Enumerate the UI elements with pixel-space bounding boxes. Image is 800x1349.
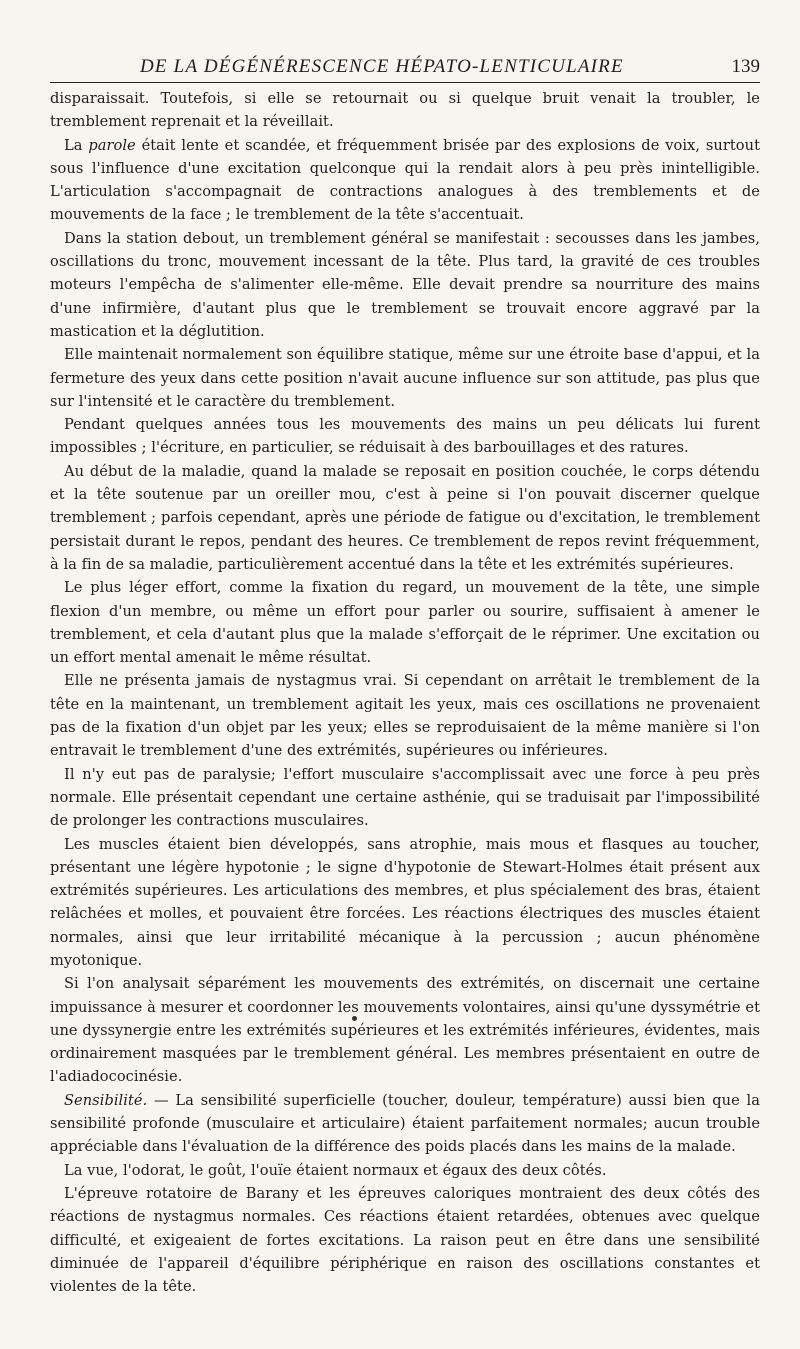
section-label-sensibilite: Sensibilité.	[64, 1091, 148, 1109]
paragraph: Si l'on analysait séparément les mouvements des extrémités, on discernait une certaine impuissance à mesurer et coordonner les mouvements volontaires, ainsi qu'une dyssymétrie et une dyssynergie entre les extrémités supérieures et les extrémités inférieures, évidentes, mais ordinairement masquées par le tremblement général. Les membres présentaient en outre de l'adiadococinésie.	[50, 975, 760, 1086]
paragraph: Au début de la maladie, quand la malade se reposait en position couchée, le corps détendu et la tête soutenue par un oreiller mou, c'est à peine si l'on pouvait discerner quelque tremblement ; parfois cependant, après une période de fatigue ou d'excitation, le tremblement persistait durant le repos, pendant des heures. Ce tremblement de repos revint fréquemment, à la fin de sa maladie, particulièrement accentué dans la tête et les extrémités supérieures.	[50, 462, 760, 573]
paragraph: Dans la station debout, un tremblement général se manifestait : secousses dans les jambes, oscillations du tronc, mouvement incessant de la tête. Plus tard, la gravité de ces troubles moteurs l'empêcha de s'alimenter elle-même. Elle devait prendre sa nourriture des mains d'une infirmière, d'autant plus que le tremblement se trouvait encore aggravé par la mastication et la déglutition.	[50, 229, 760, 340]
running-title: DE LA DÉGÉNÉRESCENCE HÉPATO-LENTICULAIRE	[140, 56, 624, 77]
paragraph: L'épreuve rotatoire de Barany et les épreuves caloriques montraient des deux côtés des réactions de nystagmus normales. Ces réactions étaient retardées, obtenues avec quelque difficulté, et exigeaient de fortes excitations. La raison peut en être dans une sensibilité diminuée de l'appareil d'équilibre périphérique en raison des oscillations constantes et violentes de la tête.	[50, 1184, 760, 1296]
paragraph: Pendant quelques années tous les mouvements des mains un peu délicats lui furent impossibles ; l'écriture, en particulier, se réduisait à des barbouillages et des ratures.	[50, 416, 760, 457]
paragraph: Il n'y eut pas de paralysie; l'effort musculaire s'accomplissait avec une force à peu près normale. Elle présentait cependant une certaine asthénie, qui se traduisait par l'impossibilité de prolonger les contractions musculaires.	[50, 765, 760, 830]
paragraph: Les muscles étaient bien développés, sans atrophie, mais mous et flasques au toucher, présentant une légère hypotonie ; le signe d'hypotonie de Stewart-Holmes était présent aux extrémités supérieures. Les articulations des membres, et plus spécialement des bras, étaient relâchées et molles, et pouvaient être forcées. Les réactions électriques des muscles étaient normales, ainsi que leur irritabilité mécanique à la percussion ; aucun phénomène myotonique.	[50, 835, 760, 969]
paragraph-sensibilite: Sensibilité. — La sensibilité superficielle (toucher, douleur, température) aussi bien que la sensibilité profonde (musculaire et articulaire) étaient parfaitement normales; aucun trouble appréciable dans l'évaluation de la différence des poids placés dans les mains de la malade.	[50, 1091, 760, 1156]
running-head	[50, 52, 760, 83]
paragraph-parole: La parole était lente et scandée, et fréquemment brisée par des explosions de voix, surtout sous l'influence d'une excitation quelconque qui la rendait alors à peu près inintelligible. L'articulation s'accompagnait de contractions analogues à des tremblements et de mouvements de la face ; le tremblement de la tête s'accentuait.	[50, 136, 760, 224]
term-parole: parole	[88, 136, 136, 154]
paragraph: La vue, l'odorat, le goût, l'ouïe étaient normaux et égaux des deux côtés.	[64, 1161, 607, 1179]
paragraph: disparaissait. Toutefois, si elle se retournait ou si quelque bruit venait la troubler, le tremblement reprenait et la réveillait.	[50, 90, 760, 131]
paragraph: Elle ne présenta jamais de nystagmus vrai. Si cependant on arrêtait le tremblement de la tête en la maintenant, un tremblement agitait les yeux, mais ces oscillations ne provenaient pas de la fixation d'un objet par les yeux; elles se reproduisaient de la même manière si l'on entravait le tremblement d'une des extrémités, supérieures ou inférieures.	[50, 672, 760, 760]
body-text	[50, 87, 760, 1298]
paragraph: Le plus léger effort, comme la fixation du regard, un mouvement de la tête, une simple flexion d'un membre, ou même un effort pour parler ou sourire, suffisaient à amener le tremblement, et cela d'autant plus que la malade s'efforçait de le réprimer. Une excitation ou un effort mental amenait le même résultat.	[50, 579, 760, 667]
page-end-dot	[352, 1016, 357, 1021]
page-number: 139	[731, 56, 760, 77]
paragraph: Elle maintenait normalement son équilibre statique, même sur une étroite base d'appui, et la fermeture des yeux dans cette position n'avait aucune influence sur son attitude, pas plus que sur l'intensité et le caractère du tremblement.	[50, 346, 760, 410]
